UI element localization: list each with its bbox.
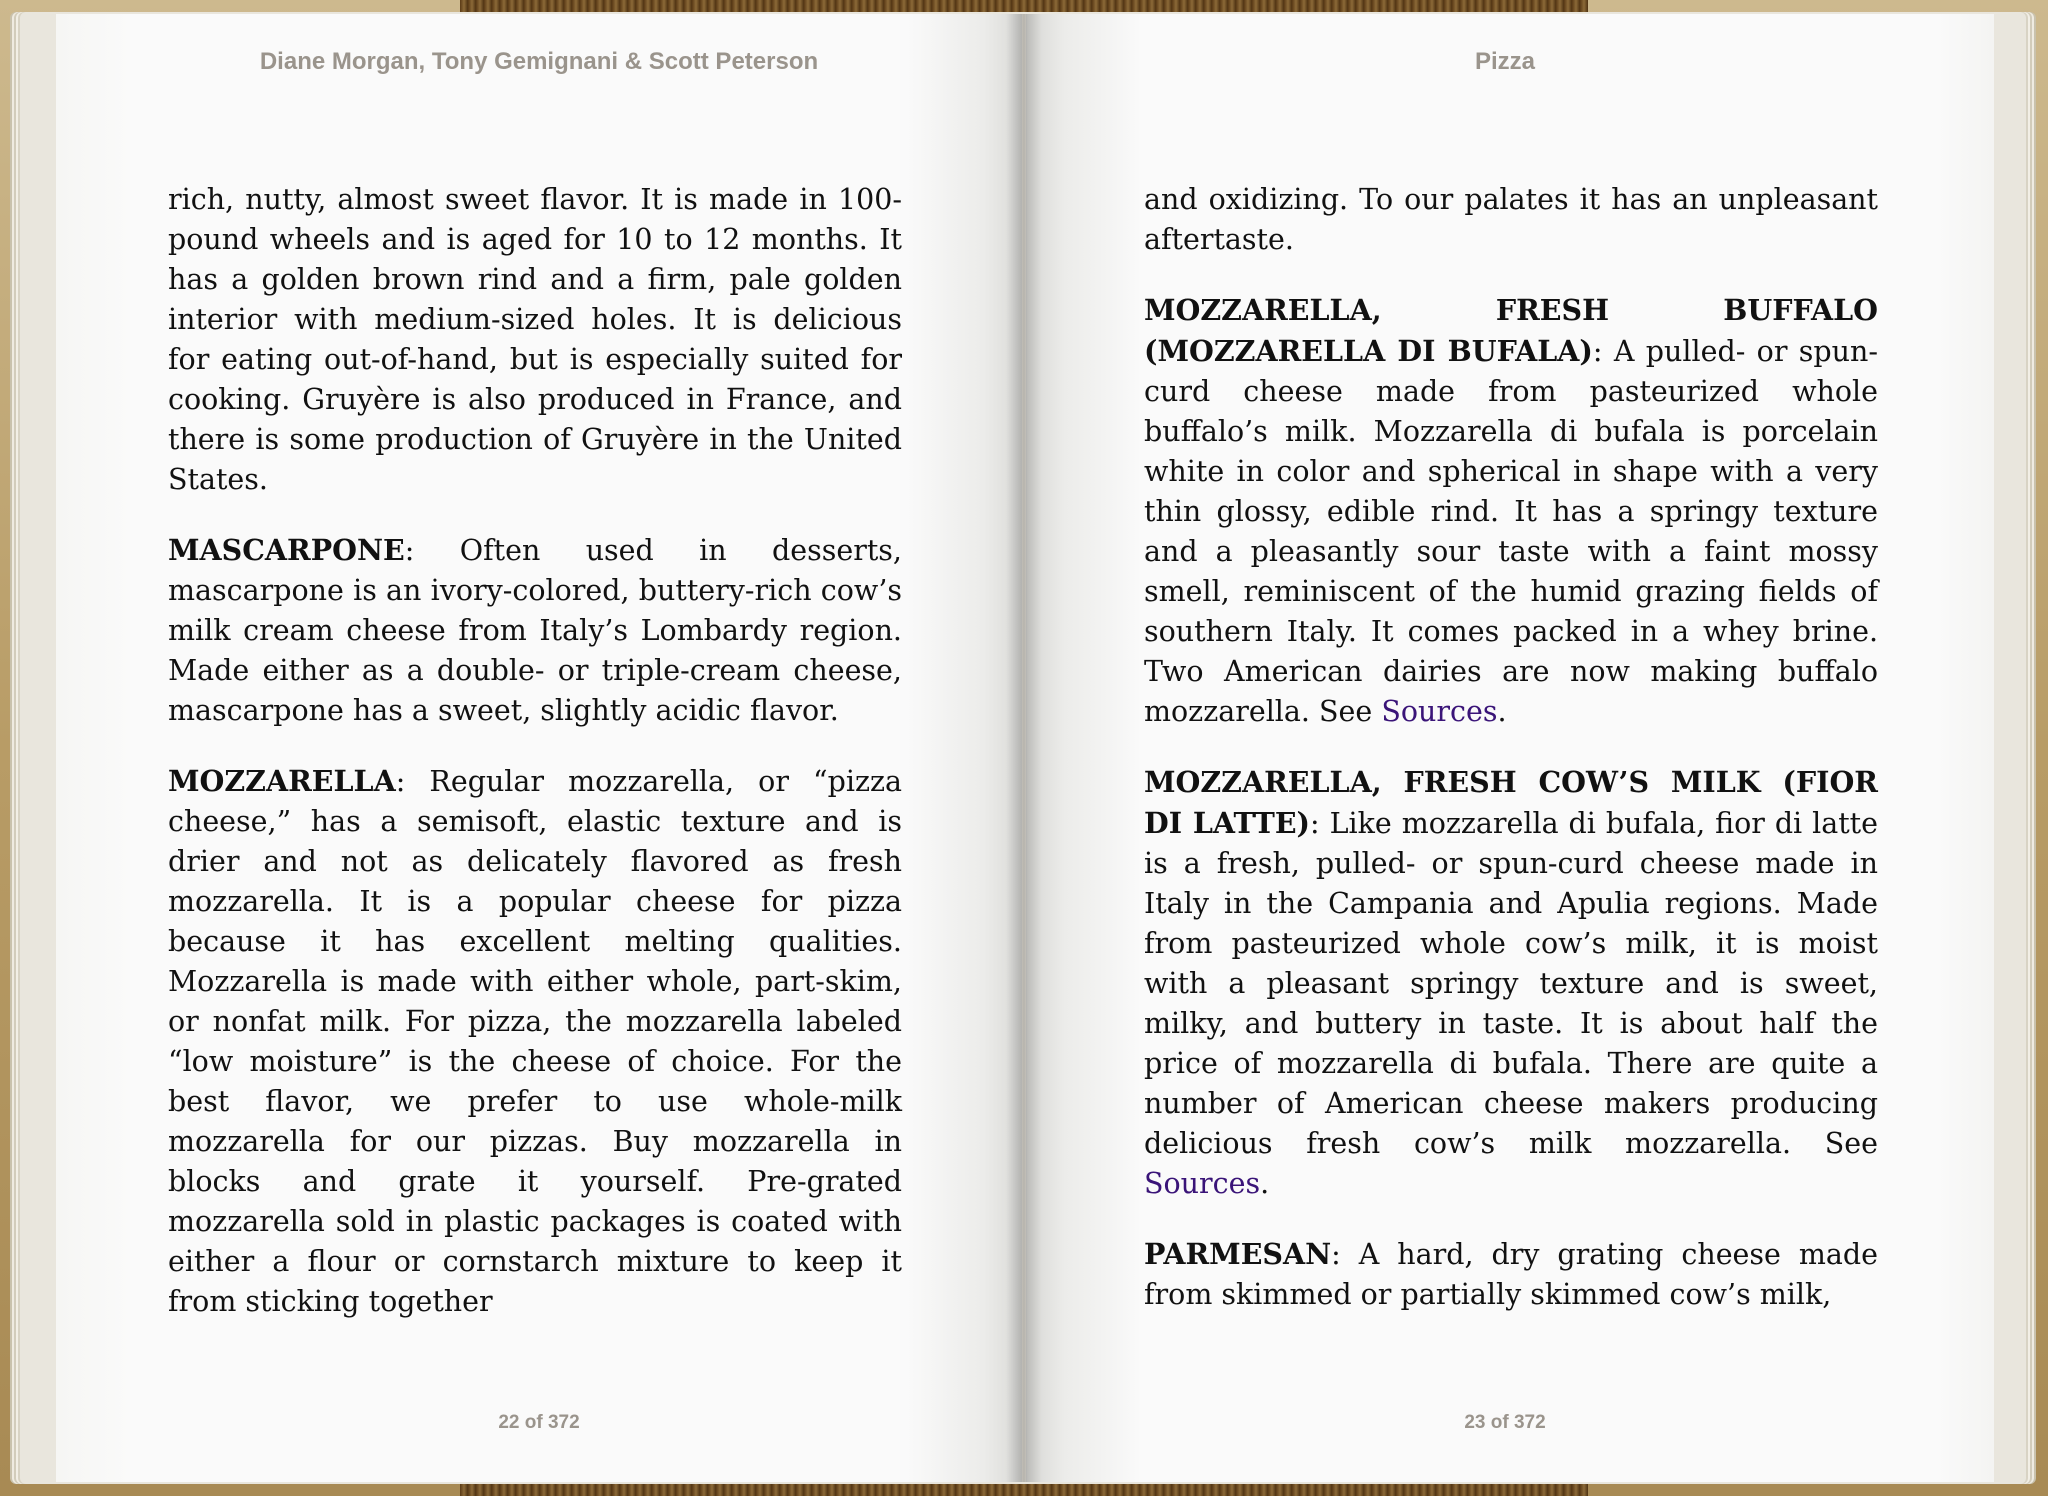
entry-mozzarella-cow xyxy=(1144,762,1878,1204)
entry-mascarpone xyxy=(168,530,902,731)
entry-term: MOZZARELLA, FRESH BUFFALO (MOZZARELLA DI BUFALA) xyxy=(1144,293,1878,368)
entry-end: . xyxy=(1497,695,1507,728)
entry-mozzarella xyxy=(168,761,902,1322)
paragraph-text: and oxidizing. To our palates it has an unpleasant aftertaste. xyxy=(1144,183,1878,256)
author-header: Diane Morgan, Tony Gemignani & Scott Peterson xyxy=(259,48,819,75)
entry-text: : Like mozzarella di bufala, fior di latte is a fresh, pulled- or spun-curd cheese made in Italy in the Campania and Apulia regions. Made from pasteurized whole cow’s milk, it is moist with a pleasant springy texture and is sweet, milky, and buttery in taste. It is about half the price of mozzarella di bufala. There are quite a number of American cheese makers producing delicious fresh cow’s milk mozzarella. See xyxy=(1144,807,1878,1160)
paragraph xyxy=(1144,180,1878,260)
left-page-number: 22 of 372 xyxy=(498,1412,580,1433)
entry-term: MASCARPONE xyxy=(168,533,405,567)
entry-end: . xyxy=(1260,1167,1270,1200)
entry-term: PARMESAN xyxy=(1144,1237,1332,1271)
entry-text: : Often used in desserts, mascarpone is an ivory-colored, buttery-rich cow’s milk cream cheese from Italy’s Lombardy region. Made either as a double- or triple-cream cheese, mascarpone has a sweet, slightly acidic flavor. xyxy=(168,534,902,727)
gutter-shadow xyxy=(1006,14,1042,1482)
paragraph-text: rich, nutty, almost sweet flavor. It is made in 100-pound wheels and is aged for 10 to 12 months. It has a golden brown rind and a firm, pale golden interior with medium-sized holes. It is delicious for eating out-of-hand, but is especially suited for cooking. Gruyère is also produced in France, and there is some production of Gruyère in the United States. xyxy=(168,183,902,496)
sources-link[interactable]: Sources xyxy=(1144,1167,1261,1200)
entry-text: : Regular mozzarella, or “pizza cheese,” has a semisoft, elastic texture and is drier and not as delicately flavored as fresh mozzarella. It is a popular cheese for pizza because it has excellent melting qualities. Mozzarella is made with either whole, part-skim, or nonfat milk. For pizza, the mozzarella labeled “low moisture” is the cheese of choice. For the best flavor, we prefer to use whole-milk mozzarella for our pizzas. Buy mozzarella in blocks and grate it yourself. Pre-grated mozzarella sold in plastic packages is coated with either a flour or cornstarch mixture to keep it from sticking together xyxy=(168,765,902,1318)
right-page-text xyxy=(1144,180,1878,1345)
entry-text: : A hard, dry grating cheese made from skimmed or partially skimmed cow’s milk, xyxy=(1144,1238,1878,1311)
sources-link[interactable]: Sources xyxy=(1381,695,1498,728)
paragraph xyxy=(168,180,902,500)
right-page-number: 23 of 372 xyxy=(1464,1412,1546,1433)
book-title-header: Pizza xyxy=(1474,48,1536,75)
entry-parmesan xyxy=(1144,1234,1878,1315)
book-spine-bottom xyxy=(460,1482,1588,1496)
entry-mozzarella-buffalo xyxy=(1144,290,1878,732)
entry-term: MOZZARELLA xyxy=(168,764,396,798)
entry-term: MOZZARELLA, FRESH COW’S MILK (FIOR DI LATTE) xyxy=(1144,765,1878,840)
left-page-text xyxy=(168,180,902,1352)
entry-text: : A pulled- or spun-curd cheese made from pasteurized whole buffalo’s milk. Mozzarella di bufala is porcelain white in color and spherical in shape with a very thin glossy, edible rind. It has a springy texture and a pleasantly sour taste with a faint mossy smell, reminiscent of the humid grazing fields of southern Italy. It comes packed in a whey brine. Two American dairies are now making buffalo mozzarella. See xyxy=(1144,335,1878,728)
